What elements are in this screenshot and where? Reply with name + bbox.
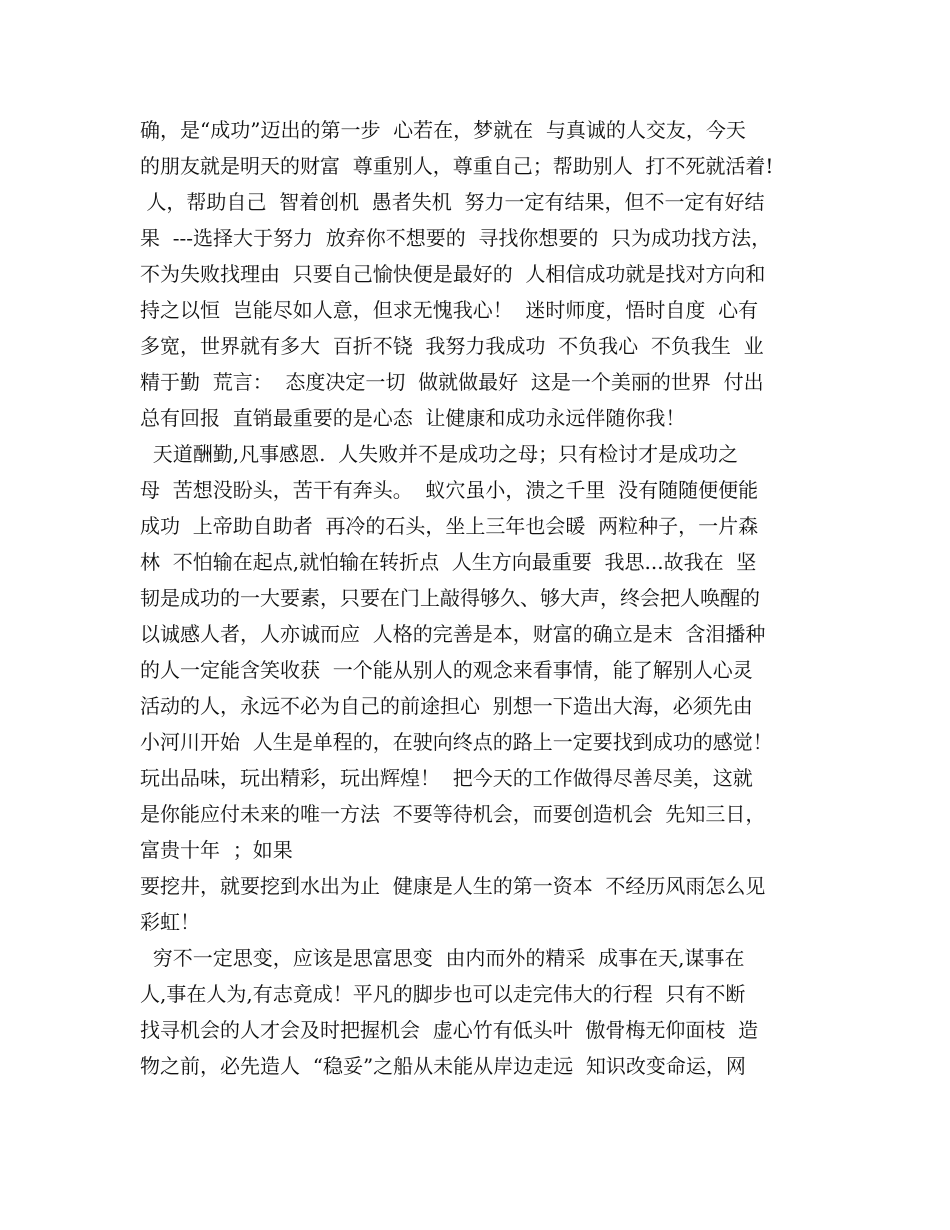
text-line: 活动的人，永远不必为自己的前途担心 别想一下造出大海，必须先由: [140, 694, 753, 718]
text-line: 小河川开始 人生是单程的，在驶向终点的路上一定要找到成功的感觉！: [140, 730, 773, 754]
text-line: 以诚感人者，人亦诚而应 人格的完善是本，财富的确立是末 含泪播种: [140, 622, 766, 646]
text-line: 穷不一定思变，应该是思富思变 由内而外的精采 成事在天,谋事在: [140, 946, 745, 970]
text-line: 的人一定能含笑收获 一个能从别人的观念来看事情，能了解别人心灵: [140, 658, 753, 682]
text-line: 的朋友就是明天的财富 尊重别人，尊重自己；帮助别人 打不死就活着!: [140, 154, 774, 178]
text-line: 多宽，世界就有多大 百折不铙 我努力我成功 不负我心 不负我生 业: [140, 334, 764, 358]
text-line: 韧是成功的一大要素，只要在门上敲得够久、够大声，终会把人唤醒的: [140, 586, 760, 610]
text-line: 总有回报 直销最重要的是心态 让健康和成功永远伴随你我！: [140, 406, 686, 430]
text-line: 持之以恒 岂能尽如人意，但求无愧我心！ 迷时师度，悟时自度 心有: [140, 298, 759, 322]
text-line: 人，帮助自己 智着创机 愚者失机 努力一定有结果，但不一定有好结: [140, 190, 765, 214]
text-line: 玩出品味，玩出精彩，玩出辉煌！ 把今天的工作做得尽善尽美，这就: [140, 766, 753, 790]
text-line: 彩虹！: [140, 910, 200, 934]
text-line: 不为失败找理由 只要自己愉快便是最好的 人相信成功就是找对方向和: [140, 262, 766, 286]
text-line: 确，是“成功”迈出的第一步 心若在，梦就在 与真诚的人交友，今天: [140, 118, 746, 142]
text-line: 要挖井，就要挖到水出为止 健康是人生的第一资本 不经历风雨怎么见: [140, 874, 766, 898]
text-line: 林 不怕输在起点,就怕输在转折点 人生方向最重要 我思...故我在 坚: [140, 550, 757, 574]
text-line: 是你能应付未来的唯一方法 不要等待机会，而要创造机会 先知三日，: [140, 802, 766, 826]
text-line: 物之前，必先造人 “稳妥”之船从未能从岸边走远 知识改变命运，网: [140, 1054, 746, 1078]
text-line: 果 ---选择大于努力 放弃你不想要的 寻找你想要的 只为成功找方法，: [140, 226, 772, 250]
text-line: 找寻机会的人才会及时把握机会 虚心竹有低头叶 傲骨梅无仰面枝 造: [140, 1018, 759, 1042]
text-line: 成功 上帝助自助者 再冷的石头，坐上三年也会暖 两粒种子，一片森: [140, 514, 759, 538]
text-line: 人,事在人为,有志竟成！平凡的脚步也可以走完伟大的行程 只有不断: [140, 982, 746, 1006]
text-line: 富贵十年 ；如果: [140, 838, 293, 862]
text-line: 精于勤 荒言： 态度决定一切 做就做最好 这是一个美丽的世界 付出: [140, 370, 764, 394]
text-line: 母 苦想没盼头，苦干有奔头。 蚁穴虽小，溃之千里 没有随随便便能: [140, 478, 759, 502]
text-line: 天道酬勤,凡事感恩. 人失败并不是成功之母；只有检讨才是成功之: [140, 442, 739, 466]
